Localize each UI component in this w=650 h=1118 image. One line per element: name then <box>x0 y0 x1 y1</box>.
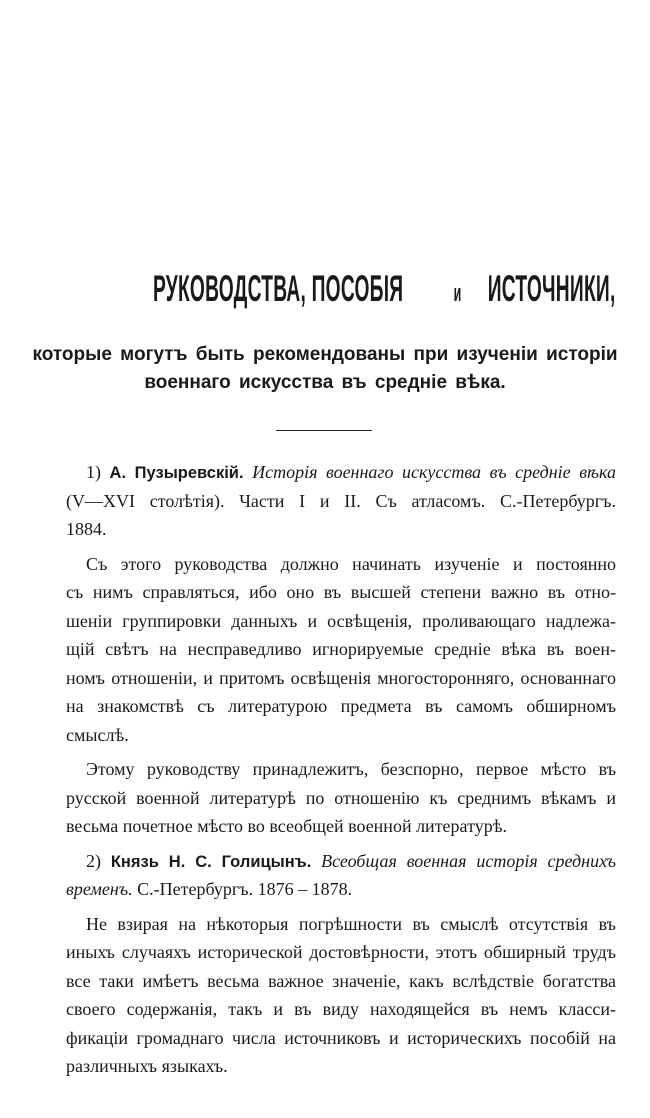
text-line <box>66 1024 616 1053</box>
paragraph <box>66 550 616 750</box>
text-segment: 1) <box>86 462 110 482</box>
text-segment: 2) <box>86 850 111 871</box>
text-line <box>66 515 616 544</box>
text-segment: 1884. <box>66 519 107 539</box>
text-segment: щій свѣтъ на несправедливо игнорируемые средніе вѣка въ воен- <box>66 639 616 659</box>
text-segment: съ нимъ справляться, ибо оно въ высшей степени важно въ отно- <box>66 582 616 602</box>
text-line <box>66 1052 616 1081</box>
text-segment: смыслѣ. <box>66 724 129 745</box>
text-segment: номъ отношеніи, и притомъ освѣщенія многосторонняго, основаннаго <box>66 667 616 688</box>
text-segment: шеніи группировки данныхъ и освѣщенія, проливающаго надлежа- <box>66 610 616 631</box>
text-line <box>66 487 616 516</box>
text-line <box>66 664 616 693</box>
subtitle <box>0 341 650 397</box>
page-title-text <box>104 268 640 310</box>
book-title: Всеобщая военная исторія среднихъ <box>311 850 616 871</box>
text-segment: (V—XVI столѣтія). Части I и II. Съ атласомъ. С.-Петербургъ. <box>66 490 616 511</box>
paragraph <box>66 755 616 841</box>
subtitle-line: которые могутъ быть рекомендованы при изученіи исторіи <box>32 344 618 365</box>
bibliography-entry <box>66 847 616 904</box>
document-body <box>66 458 616 1087</box>
book-title: временъ. <box>66 879 133 899</box>
text-line <box>66 812 616 841</box>
book-title: Исторія военнаго искусства въ средніе вѣка <box>243 462 616 482</box>
text-line <box>66 995 616 1024</box>
text-line <box>66 910 616 939</box>
bibliography-entry <box>66 458 616 544</box>
text-line <box>66 458 616 487</box>
text-line <box>66 635 616 664</box>
text-segment: весьма почетное мѣсто во всеобщей военной литературѣ. <box>66 816 507 836</box>
text-line <box>66 938 616 967</box>
text-line <box>66 784 616 813</box>
author-name: А. Пузыревскій. <box>109 464 244 482</box>
text-segment: Этому руководству принадлежитъ, безспорно, первое мѣсто въ <box>86 759 616 779</box>
text-line <box>66 607 616 636</box>
author-name: Князь Н. С. Голицынъ. <box>110 852 312 871</box>
subtitle-line: военнаго искусства въ средніе вѣка. <box>144 372 506 393</box>
title-conjunction: и <box>453 280 462 307</box>
text-line <box>66 578 616 607</box>
text-segment: фикаціи громаднаго числа источниковъ и историческихъ пособій на <box>66 1027 616 1048</box>
text-line <box>66 755 616 784</box>
text-line <box>66 847 616 876</box>
text-line <box>66 550 616 579</box>
text-segment: русской военной литературѣ по отношенію къ среднимъ вѣкамъ и <box>66 787 616 808</box>
text-segment: все таки имѣетъ весьма важное значеніе, какъ вслѣдствіе богатства <box>66 970 616 991</box>
paragraph <box>66 910 616 1081</box>
text-segment: своего содержанія, такъ и въ виду находящейся въ немъ класси- <box>66 999 616 1019</box>
page-title <box>0 268 650 310</box>
text-line <box>66 721 616 750</box>
text-line <box>66 875 616 904</box>
title-part-1: РУКОВОДСТВА, ПОСОБІЯ <box>152 268 404 309</box>
text-segment: С.-Петербургъ. 1876 – 1878. <box>132 879 353 899</box>
text-line <box>66 692 616 721</box>
text-segment: различныхъ языкахъ. <box>66 1056 228 1076</box>
text-segment: иныхъ случаяхъ исторической достовѣрности, этотъ обширный трудъ <box>66 942 616 962</box>
text-segment: Не взирая на нѣкоторыя погрѣшности въ смыслѣ отсутствія въ <box>86 913 616 934</box>
title-part-2: ИСТОЧНИКИ, <box>487 268 616 309</box>
text-line <box>66 967 616 996</box>
text-segment: на знакомствѣ съ литературою предмета въ самомъ обширномъ <box>66 696 616 716</box>
text-segment: Съ этого руководства должно начинать изученіе и постоянно <box>86 553 616 574</box>
divider-rule <box>276 430 372 431</box>
